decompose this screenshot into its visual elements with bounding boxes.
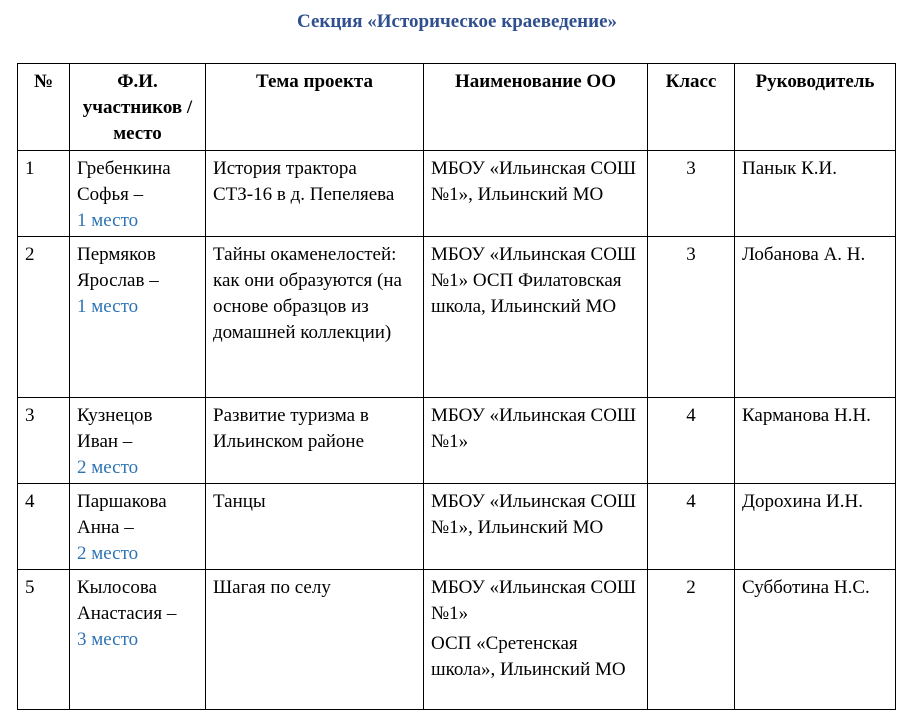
row-number: 2: [18, 237, 70, 398]
header-supervisor: Руководитель: [735, 64, 896, 151]
organization-cell: [424, 151, 648, 237]
participant-name: Пермяков Ярослав –: [77, 244, 159, 291]
table-row: [18, 237, 896, 398]
project-topic: Развитие туризма в Ильинском районе: [206, 398, 424, 484]
organization-line: МБОУ «Ильинская СОШ №1», Ильинский МО: [431, 491, 637, 538]
project-topic: Шагая по селу: [206, 570, 424, 710]
results-table: [17, 63, 896, 710]
row-number: 1: [18, 151, 70, 237]
participant-name: Кузнецов Иван –: [77, 405, 153, 452]
project-topic: История трактора СТЗ-16 в д. Пепеляева: [206, 151, 424, 237]
participant-name: Кылосова Анастасия –: [77, 577, 177, 624]
row-number: 4: [18, 484, 70, 570]
participant-cell: [70, 570, 206, 710]
section-title: Секция «Историческое краеведение»: [296, 11, 618, 32]
organization-cell: [424, 484, 648, 570]
supervisor: Панык К.И.: [735, 151, 896, 237]
organization-line: МБОУ «Ильинская СОШ №1» ОСП Филатовская школа, Ильинский МО: [431, 244, 637, 317]
participant-cell: [70, 398, 206, 484]
grade: 4: [648, 484, 735, 570]
header-participant: Ф.И. участников / место: [70, 64, 206, 151]
header-organization: Наименование ОО: [424, 64, 648, 151]
participant-place: 3 место: [77, 629, 139, 650]
organization-cell: [424, 570, 648, 710]
participant-place: 1 место: [77, 210, 139, 231]
header-row: [18, 64, 896, 151]
supervisor: Субботина Н.С.: [735, 570, 896, 710]
grade: 2: [648, 570, 735, 710]
header-num: №: [18, 64, 70, 151]
row-number: 3: [18, 398, 70, 484]
grade: 4: [648, 398, 735, 484]
header-grade: Класс: [648, 64, 735, 151]
organization-line: ОСП «Сретенская школа», Ильинский МО: [431, 633, 626, 680]
table-row: [18, 570, 896, 710]
organization-line: МБОУ «Ильинская СОШ №1»: [431, 577, 637, 624]
supervisor: Карманова Н.Н.: [735, 398, 896, 484]
project-topic: Тайны окаменелостей: как они образуются (на основе образцов из домашней коллекции): [206, 237, 424, 398]
supervisor: Лобанова А. Н.: [735, 237, 896, 398]
project-topic: Танцы: [206, 484, 424, 570]
organization-cell: [424, 237, 648, 398]
supervisor: Дорохина И.Н.: [735, 484, 896, 570]
participant-place: 2 место: [77, 543, 139, 564]
header-topic: Тема проекта: [206, 64, 424, 151]
table-row: [18, 151, 896, 237]
organization-line: МБОУ «Ильинская СОШ №1»: [431, 405, 637, 452]
participant-cell: [70, 237, 206, 398]
participant-cell: [70, 484, 206, 570]
row-number: 5: [18, 570, 70, 710]
grade: 3: [648, 237, 735, 398]
participant-place: 2 место: [77, 457, 139, 478]
grade: 3: [648, 151, 735, 237]
participant-place: 1 место: [77, 296, 139, 317]
participant-name: Гребенкина Софья –: [77, 158, 171, 205]
participant-name: Паршакова Анна –: [77, 491, 167, 538]
participant-cell: [70, 151, 206, 237]
table-row: [18, 398, 896, 484]
organization-cell: [424, 398, 648, 484]
organization-line: МБОУ «Ильинская СОШ №1», Ильинский МО: [431, 158, 637, 205]
table-row: [18, 484, 896, 570]
